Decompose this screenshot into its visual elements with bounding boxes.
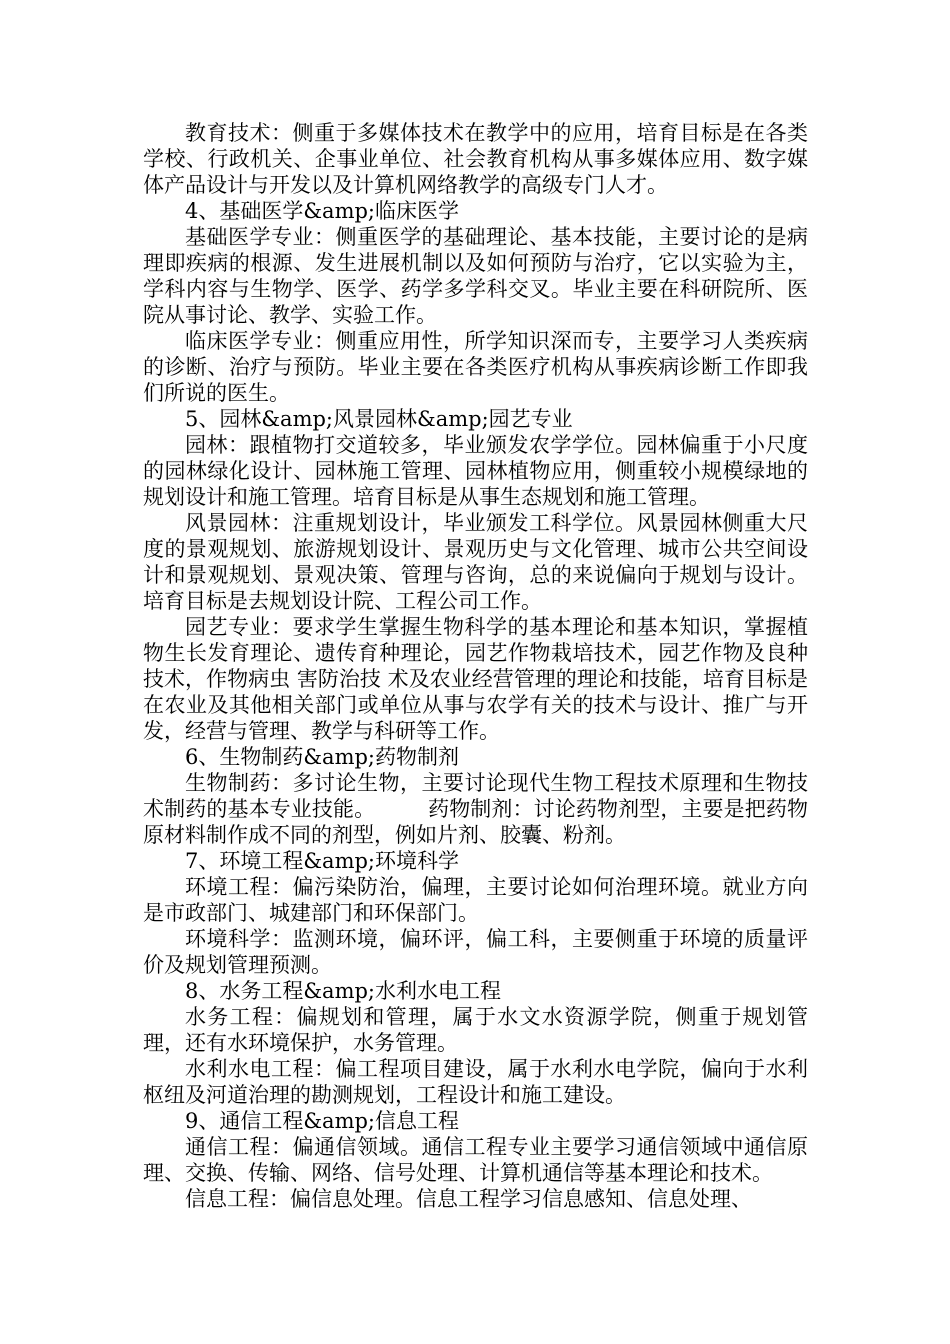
paragraph-environmental-engineering: 环境工程：偏污染防治，偏理，主要讨论如何治理环境。就业方向是市政部门、城建部门和环保部门。 [143, 875, 808, 925]
heading-biopharma: 6、生物制药&amp;药物制剂 [185, 745, 460, 769]
paragraph-water-affairs: 水务工程：偏规划和管理，属于水文水资源学院，侧重于规划管理，还有水环境保护，水务管理。 [143, 1005, 808, 1055]
paragraph-horticulture: 园艺专业：要求学生掌握生物科学的基本理论和基本知识，掌握植物生长发育理论、遗传育种理论，园艺作物栽培技术，园艺作物及良种技术，作物病虫 害防治技 术及农业经营管理的理论和技能，培育目标是在农业及其他相关部门或单位从事与农学有关的技术与设计、推广与开发，经营与管理、教学与科研等工作。 [143, 615, 808, 743]
paragraph-clinical-medicine: 临床医学专业：侧重应用性，所学知识深而专，主要学习人类疾病的诊断、治疗与预防。毕业主要在各类医疗机构从事疾病诊断工作即我们所说的医生。 [143, 329, 808, 405]
paragraph-information-engineering: 信息工程：偏信息处理。信息工程学习信息感知、信息处理、 [185, 1187, 752, 1211]
paragraph-landscape: 园林：跟植物打交道较多，毕业颁发农学学位。园林偏重于小尺度的园林绿化设计、园林施工管理、园林植物应用，侧重较小规模绿地的规划设计和施工管理。培育目标是从事生态规划和施工管理。 [143, 433, 808, 509]
heading-landscape-horticulture: 5、园林&amp;风景园林&amp;园艺专业 [185, 407, 573, 431]
heading-communication-information: 9、通信工程&amp;信息工程 [185, 1109, 460, 1133]
paragraph-landscape-architecture: 风景园林：注重规划设计，毕业颁发工科学位。风景园林侧重大尺度的景观规划、旅游规划设计、景观历史与文化管理、城市公共空间设计和景观规划、景观决策、管理与咨询，总的来说偏向于规划与设计。培育目标是去规划设计院、工程公司工作。 [143, 511, 808, 613]
heading-water: 8、水务工程&amp;水利水电工程 [185, 979, 502, 1003]
paragraph-basic-medicine: 基础医学专业：侧重医学的基础理论、基本技能，主要讨论的是病理即疾病的根源、发生进展机制以及如何预防与治疗，它以实验为主，学科内容与生物学、医学、药学多学科交叉。毕业主要在科研院所、医院从事讨论、教学、实验工作。 [143, 225, 808, 327]
heading-basic-clinical-medicine: 4、基础医学&amp;临床医学 [185, 199, 460, 223]
heading-environment: 7、环境工程&amp;环境科学 [185, 849, 460, 873]
paragraph-hydropower: 水利水电工程：偏工程项目建设，属于水利水电学院，偏向于水利枢纽及河道治理的勘测规划，工程设计和施工建设。 [143, 1057, 808, 1107]
paragraph-communication-engineering: 通信工程：偏通信领域。通信工程专业主要学习通信领域中通信原理、交换、传输、网络、信号处理、计算机通信等基本理论和技术。 [143, 1135, 808, 1185]
document-body [143, 120, 808, 1212]
paragraph-educational-technology: 教育技术：侧重于多媒体技术在教学中的应用，培育目标是在各类学校、行政机关、企事业单位、社会教育机构从事多媒体应用、数字媒体产品设计与开发以及计算机网络教学的高级专门人才。 [143, 121, 808, 197]
paragraph-biopharma: 生物制药：多讨论生物，主要讨论现代生物工程技术原理和生物技术制药的基本专业技能。 药物制剂：讨论药物剂型，主要是把药物原材料制作成不同的剂型，例如片剂、胶囊、粉剂。 [143, 771, 808, 847]
paragraph-environmental-science: 环境科学：监测环境，偏环评，偏工科，主要侧重于环境的质量评价及规划管理预测。 [143, 927, 808, 977]
